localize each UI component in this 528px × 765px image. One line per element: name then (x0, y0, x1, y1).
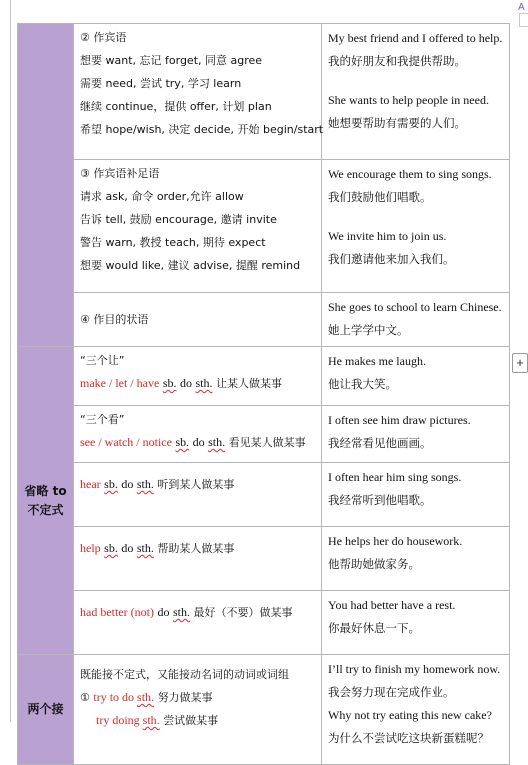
example-en: He makes me laugh. (328, 354, 426, 368)
rule-cn: 努力做某事 (157, 691, 213, 704)
rule-line: 需要 need, 尝试 try, 学习 learn (80, 77, 242, 90)
rule-intro: 既能接不定式，又能接动名词的动词或词组 (80, 668, 289, 681)
example-en: She goes to school to learn Chinese. (328, 300, 502, 314)
example-zh: 我会努力现在完成作业。 (328, 685, 455, 699)
example-en: I often see him draw pictures. (328, 413, 471, 427)
rule-cell (74, 160, 322, 293)
category-label-line1: 省略 to (24, 483, 67, 498)
rule-cell (74, 591, 322, 655)
rule-title: ④ 作目的状语 (80, 313, 149, 326)
rule-cell (74, 24, 322, 160)
category-label-line2: 不定式 (27, 502, 64, 517)
example-cell (322, 591, 510, 655)
rule-title: ③ 作宾语补足语 (80, 167, 160, 180)
rule-do: do (121, 541, 134, 555)
rule-line: 想要 would like, 建议 advise, 提醒 remind (80, 259, 301, 272)
example-en: You had better have a rest. (328, 598, 456, 612)
rule-pattern (80, 372, 317, 395)
rule-phrase: try doing (96, 713, 140, 727)
example-zh: 你最好休息一下。 (328, 621, 420, 635)
example-en: I often hear him sing songs. (328, 470, 462, 484)
rule-sth: sth. (142, 713, 160, 727)
rule-sb: sb. (175, 435, 190, 449)
table-row (18, 527, 510, 591)
rule-cn: 看见某人做某事 (228, 436, 306, 449)
example-zh: 我们邀请他来加入我们。 (328, 252, 455, 266)
grammar-table (17, 23, 510, 765)
example-zh: 为什么不尝试吃这块新蛋糕呢？ (328, 731, 489, 745)
rule-sth: sth. (172, 605, 190, 619)
example-en: Why not try eating this new cake? (328, 708, 492, 722)
table-row (18, 591, 510, 655)
category-cell-infinitive (18, 24, 74, 347)
table-row (18, 160, 510, 293)
example-cell (322, 347, 510, 406)
example-zh: 我们鼓励他们唱歌。 (328, 190, 432, 204)
category-cell-omit-to (18, 347, 74, 655)
table-row (18, 406, 510, 463)
table-row (18, 293, 510, 347)
rule-line: 希望 hope/wish, 决定 decide, 开始 begin/start (80, 123, 324, 136)
example-zh: 我经常看见他画画。 (328, 436, 432, 450)
example-zh: 他帮助她做家务。 (328, 557, 420, 571)
example-en: She wants to help people in need. (328, 93, 489, 107)
example-cell (322, 160, 510, 293)
page-left-edge (10, 0, 11, 722)
rule-sth: sth. (136, 541, 154, 555)
rule-line: 想要 want, 忘记 forget, 同意 agree (80, 54, 263, 67)
rule-pattern (80, 601, 317, 624)
corner-indicator[interactable] (518, 2, 528, 27)
rule-title: “三个让” (80, 354, 125, 367)
rule-do: do (179, 376, 192, 390)
example-cell (322, 406, 510, 463)
rule-sth: sth. (195, 376, 213, 390)
rule-cell (74, 293, 322, 347)
rule-line: 警告 warn, 教授 teach, 期待 expect (80, 236, 266, 249)
rule-sb: sb. (104, 541, 118, 555)
example-cell (322, 527, 510, 591)
rule-cn: 尝试做某事 (163, 714, 219, 727)
rule-do: do (192, 435, 205, 449)
rule-item-2 (80, 709, 317, 732)
rule-pattern (80, 431, 317, 454)
example-zh: 她上学学中文。 (328, 323, 409, 337)
example-cell (322, 293, 510, 347)
example-zh: 他让我大笑。 (328, 377, 397, 391)
table-row (18, 347, 510, 406)
rule-cell (74, 463, 322, 527)
rule-cn: 最好（不要）做某事 (193, 606, 293, 619)
rule-item-1 (80, 686, 317, 709)
rule-phrase: try to do (93, 690, 135, 704)
rule-verbs: make / let / have (80, 376, 160, 390)
example-cell (322, 655, 510, 765)
rule-do: do (157, 605, 170, 619)
rule-verbs: hear (80, 477, 101, 491)
example-cell (322, 463, 510, 527)
rule-line: 告诉 tell, 鼓励 encourage, 邀请 invite (80, 213, 277, 226)
rule-cell (74, 655, 322, 765)
rule-sb: sb. (162, 376, 177, 390)
add-row-button[interactable]: + (512, 353, 528, 373)
category-label: 两个接 (27, 702, 64, 716)
example-en: My best friend and I offered to help. (328, 31, 503, 45)
table-row (18, 463, 510, 527)
rule-verbs: help (80, 541, 101, 555)
table-row (18, 655, 510, 765)
rule-pattern (80, 537, 317, 560)
rule-title: “三个看” (80, 413, 125, 426)
rule-cn: 让某人做某事 (216, 377, 282, 390)
example-cell (322, 24, 510, 160)
rule-verbs: see / watch / notice (80, 435, 172, 449)
category-cell-both (18, 655, 74, 765)
rule-pattern (80, 473, 317, 496)
rule-sb: sb. (104, 477, 118, 491)
rule-cell (74, 527, 322, 591)
rule-sth: sth. (208, 435, 226, 449)
rule-sth: sth. (136, 477, 154, 491)
rule-cell (74, 347, 322, 406)
rule-cell (74, 406, 322, 463)
example-zh: 我经常听到他唱歌。 (328, 493, 432, 507)
corner-a-label: A (518, 2, 525, 13)
corner-box (519, 13, 528, 27)
rule-line: 继续 continue，提供 offer, 计划 plan (80, 100, 272, 113)
example-en: He helps her do housework. (328, 534, 463, 548)
rule-title: ② 作宾语 (80, 31, 127, 44)
rule-line: 请求 ask, 命令 order,允许 allow (80, 190, 244, 203)
example-en: We invite him to join us. (328, 229, 447, 243)
example-en: We encourage them to sing songs. (328, 167, 492, 181)
example-en: I’ll try to finish my homework now. (328, 662, 501, 676)
rule-cn: 听到某人做某事 (157, 478, 235, 491)
example-zh: 她想要帮助有需要的人们。 (328, 116, 466, 130)
rule-sth: sth. (137, 690, 155, 704)
rule-verbs: had better (not) (80, 605, 154, 619)
table-row (18, 24, 510, 160)
rule-do: do (121, 477, 134, 491)
rule-cn: 帮助某人做某事 (157, 542, 235, 555)
rule-item-number: ① (80, 691, 90, 704)
example-zh: 我的好朋友和我提供帮助。 (328, 54, 466, 68)
